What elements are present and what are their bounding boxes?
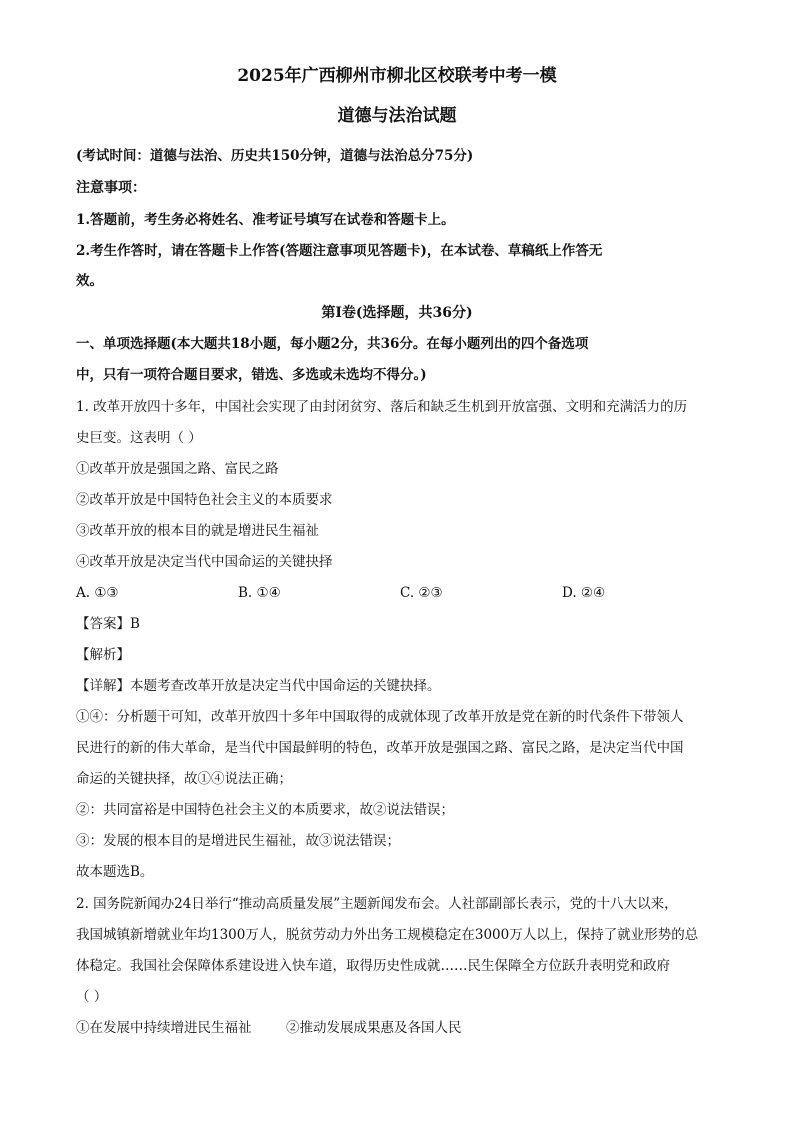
q2-stem-cont-1: 我国城镇新增就业年均1300万人，脱贫劳动力外出务工规模稳定在3000万人以上，保持了就业形势的总 — [76, 927, 699, 943]
q1-option-c: C. ②③ — [400, 585, 443, 601]
q2-stem: 2. 国务院新闻办24日举行“推动高质量发展”主题新闻发布会。人社部副部长表示，党的十八大以来， — [76, 896, 678, 912]
exam-title: 2025年广西柳州市柳北区校联考中考一模 — [237, 66, 557, 86]
q1-option-b: B. ①④ — [238, 585, 281, 601]
q1-statement-3: ③改革开放的根本目的就是增进民生福祉 — [76, 523, 319, 539]
q1-explanation-1-end: 命运的关键抉择，故①④说法正确； — [76, 771, 292, 787]
notes-item-2: 2.考生作答时，请在答题卡上作答(答题注意事项见答题卡)，在本试卷、草稿纸上作答无 — [76, 243, 603, 259]
q2-stem-cont-2: 体稳定。我国社会保障体系建设进入快车道，取得历史性成就……民生保障全方位跃升表明党和政府 — [76, 958, 670, 974]
exam-time-note: (考试时间：道德与法治、历史共150分钟，道德与法治总分75分) — [76, 148, 474, 164]
notes-item-2-cont: 效。 — [76, 273, 103, 289]
q1-explanation-1: ①④：分析题干可知，改革开放四十多年中国取得的成就体现了改革开放是党在新的时代条件下带领人 — [76, 709, 684, 725]
q1-answer: 【答案】B — [76, 616, 140, 632]
notes-item-1: 1.答题前，考生务必将姓名、准考证号填写在试卷和答题卡上。 — [76, 212, 455, 228]
q1-stem: 1. 改革开放四十多年，中国社会实现了由封闭贫穷、落后和缺乏生机到开放富强、文明和充满活力的历 — [76, 399, 688, 415]
q1-explanation-3: ③：发展的根本目的是增进民生福祉，故③说法错误； — [76, 833, 400, 849]
q1-statement-4: ④改革开放是决定当代中国命运的关键抉择 — [76, 554, 333, 570]
section-heading-cont: 中，只有一项符合题目要求，错选、多选或未选均不得分。) — [76, 367, 427, 383]
q1-statement-2: ②改革开放是中国特色社会主义的本质要求 — [76, 492, 333, 508]
q2-statement-1: ①在发展中持续增进民生福祉 — [76, 1020, 252, 1036]
q1-analysis-heading: 【解析】 — [76, 647, 130, 663]
section-heading: 一、单项选择题(本大题共18小题，每小题2分，共36分。在每小题列出的四个备选项 — [76, 336, 589, 352]
q1-explanation-2: ②：共同富裕是中国特色社会主义的本质要求，故②说法错误； — [76, 802, 454, 818]
q1-statement-1: ①改革开放是强国之路、富民之路 — [76, 461, 279, 477]
q1-explanation-1-cont: 民进行的新的伟大革命，是当代中国最鲜明的特色，改革开放是强国之路、富民之路，是决定当代中国 — [76, 740, 684, 756]
q1-detail: 【详解】本题考查改革开放是决定当代中国命运的关键抉择。 — [76, 678, 441, 694]
q2-statement-2: ②推动发展成果惠及各国人民 — [286, 1020, 462, 1036]
part-title: 第Ⅰ卷(选择题，共36分) — [321, 305, 473, 321]
q2-stem-cont-3: （ ） — [76, 989, 108, 1005]
q1-option-d: D. ②④ — [562, 585, 606, 601]
q1-stem-cont: 史巨变。这表明（ ） — [76, 430, 202, 446]
exam-subject-title: 道德与法治试题 — [337, 106, 457, 126]
q1-conclusion: 故本题选B。 — [76, 864, 154, 880]
q1-option-a: A. ①③ — [76, 585, 119, 601]
notes-heading: 注意事项： — [76, 180, 146, 196]
